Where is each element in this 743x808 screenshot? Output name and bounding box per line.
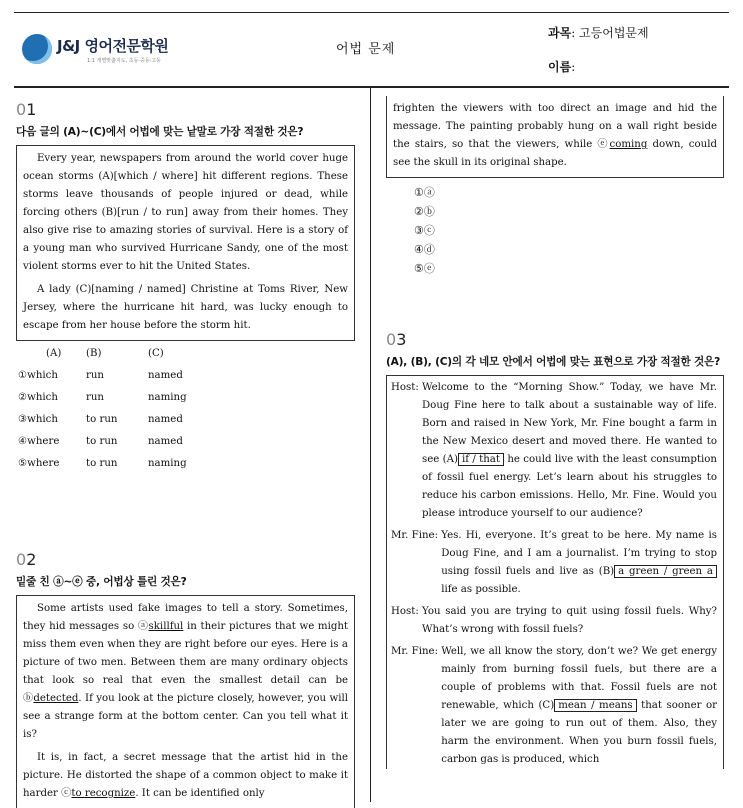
- subject-field: 과목: 고등어법문제: [548, 26, 649, 40]
- question-number: 01: [16, 100, 37, 119]
- speaker: Mr. Fine:: [391, 530, 442, 541]
- logo-tagline: 1:1 개별맞춤지도, 초등·중등·고등: [87, 57, 161, 64]
- underlined-c: to recognize: [71, 788, 136, 799]
- dialogue-turn: Host: You said you are trying to quit using fossil fuels. Why? What’s wrong with fossil fuels?: [391, 603, 717, 639]
- passage-box: [16, 145, 355, 341]
- header-top-rule: [14, 12, 729, 13]
- speaker: Host:: [391, 382, 423, 393]
- choice-box-b: a green / green a: [614, 565, 717, 578]
- speaker: Mr. Fine:: [391, 646, 442, 657]
- name-field: 이름:: [548, 60, 576, 74]
- underlined-e: coming: [609, 139, 648, 150]
- question-prompt: 밑줄 친 ⓐ~ⓔ 중, 어법상 틀린 것은?: [16, 576, 187, 588]
- underlined-b: detected: [33, 693, 79, 704]
- header-bottom-rule: [14, 86, 729, 88]
- passage-paragraph: Some artists used fake images to tell a story. Sometimes, they hid messages so ⓐskillful in their pictures that we might miss them even when they are right before our eyes. Here is a picture of two men. Between them are many ordinary objects that look so real that even the smallest detail can be ⓑdetected. If you look at the picture closely, however, you will see a strange form at the bottom center. Can you tell what it is?: [23, 603, 349, 740]
- dialogue-turn: Mr. Fine: Well, we all know the story, don’t we? We get energy mainly from burning fossil fuels, but there are a couple of problems with that. Fossil fuels are not renewable, which (C) mean / means that sooner or later we are going to run out of them. Also, they harm the environment. When you burn fossil fuels, carbon gas is produced, which: [391, 643, 717, 769]
- document-title: 어법 문제: [336, 42, 396, 57]
- question-1: [16, 100, 355, 474]
- logo-emblem-icon: [22, 34, 52, 64]
- left-column: [16, 100, 355, 799]
- academy-logo: [22, 34, 168, 64]
- passage-continuation: [386, 96, 724, 178]
- passage-paragraph: A lady (C)[naming / named] Christine at Toms River, New Jersey, where the hurricane hit hard, was lucky enough to escape from her house before the storm hit.: [23, 284, 348, 331]
- options-header: (A) (B) (C): [46, 347, 164, 359]
- underlined-a: skillful: [148, 621, 184, 632]
- answer-choice-5[interactable]: ⑤ⓔ: [414, 262, 435, 275]
- dialogue-turn: Host: Welcome to the “Morning Show.” Today, we have Mr. Doug Fine here to talk about a sustainable way of life. Born and raised in New York, Mr. Fine bought a farm in the New Mexico desert and moved there. He wanted to see (A) if / that he could live with the least consumption of fossil fuel energy. Let’s learn about his struggles to reduce his carbon emissions. Hello, Mr. Fine. Would you please introduce yourself to our audience?: [391, 379, 717, 523]
- question-number: 03: [386, 330, 407, 349]
- passage-paragraph: It is, in fact, a secret message that the artist hid in the picture. He distorted the shape of a common object to make it harder ⓒto recognize. It can be identified only: [23, 752, 348, 799]
- passage-box: [16, 595, 355, 808]
- answer-option-2[interactable]: ②which run naming: [18, 391, 187, 403]
- answer-option-5[interactable]: ⑤where to run naming: [18, 457, 187, 469]
- answer-option-3[interactable]: ③which to run named: [18, 413, 183, 425]
- right-column: [386, 96, 724, 765]
- question-number: 02: [16, 550, 37, 569]
- subject-value: 고등어법문제: [579, 26, 649, 40]
- dialogue-box: [386, 375, 724, 769]
- choice-box-c: mean / means: [554, 699, 636, 712]
- answer-option-4[interactable]: ④where to run named: [18, 435, 183, 447]
- answer-choice-4[interactable]: ④ⓓ: [414, 243, 435, 256]
- choice-box-a: if / that: [458, 453, 504, 466]
- answer-choice-1[interactable]: ①ⓐ: [414, 186, 435, 199]
- answer-option-1[interactable]: ①which run named: [18, 369, 183, 381]
- question-2: [16, 550, 355, 808]
- question-prompt: 다음 글의 (A)~(C)에서 어법에 맞는 낱말로 가장 적절한 것은?: [16, 126, 304, 138]
- passage-paragraph: Every year, newspapers from around the world cover huge ocean storms (A)[which / where] hit different regions. These storms leave thousands of people injured or dead, while forcing others (B)[run / to run] away from their homes. They also give rise to amazing stories of survival. Here is a story of a young man who survived Hurricane Sandy, one of the most violent storms ever to hit the United States.: [23, 153, 348, 272]
- answer-choice-2[interactable]: ②ⓑ: [414, 205, 435, 218]
- answer-options: [16, 342, 355, 474]
- speaker: Host:: [391, 606, 423, 617]
- dialogue-turn: Mr. Fine: Yes. Hi, everyone. It’s great to be here. My name is Doug Fine, and I am a journalist. I’m trying to stop using fossil fuels and live as (B) a green / green a life as possible.: [391, 527, 717, 599]
- question-prompt: (A), (B), (C)의 각 네모 안에서 어법에 맞는 표현으로 가장 적절한 것은?: [386, 356, 721, 368]
- answer-choices: [386, 183, 724, 278]
- column-divider: [370, 86, 371, 802]
- logo-name: J&J 영어전문학원: [57, 36, 169, 55]
- answer-choice-3[interactable]: ③ⓒ: [414, 224, 435, 237]
- question-3: [386, 330, 724, 773]
- passage-paragraph: frighten the viewers with too direct an image and hid the message. The painting probably hung on a wall right beside the stairs, so that the viewers, while ⓔcoming down, could see the skull in its original shape.: [393, 103, 717, 168]
